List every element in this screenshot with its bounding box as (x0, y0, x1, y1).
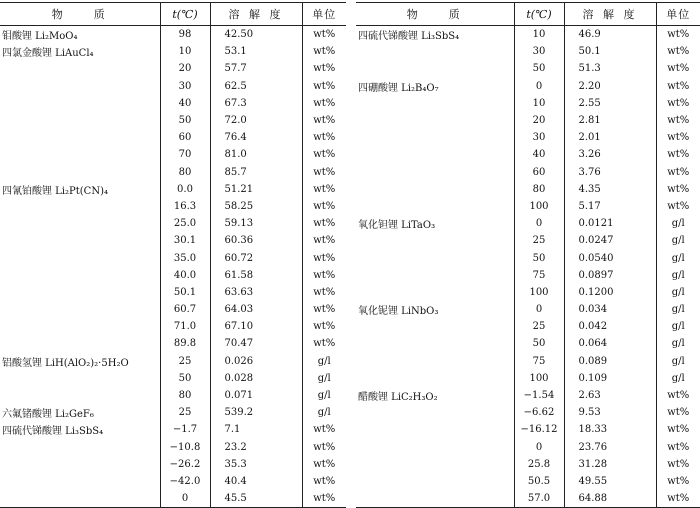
unit-cell: wt% (656, 181, 700, 198)
solubility-cell: 2.20 (564, 78, 656, 95)
table-row (356, 232, 700, 249)
unit-cell: wt% (302, 60, 346, 77)
solubility-cell: 60.72 (210, 249, 302, 266)
temperature-cell: 25.8 (514, 456, 564, 473)
table-row (0, 78, 346, 95)
table-row (0, 181, 346, 198)
temperature-cell: 50 (160, 112, 210, 129)
table-row (356, 370, 700, 387)
substance-cell (0, 129, 160, 146)
substance-cell (356, 267, 514, 284)
table-row (356, 318, 700, 335)
temperature-cell: 75 (514, 353, 564, 370)
table-row (0, 249, 346, 266)
solubility-cell: 0.042 (564, 318, 656, 335)
substance-cell: 四氯金酸锂 LiAuCl₄ (2, 48, 94, 60)
substance-cell: 铝酸氢锂 LiH(AlO₂)₂·5H₂O (2, 357, 129, 369)
substance-cell (0, 112, 160, 129)
unit-cell: wt% (302, 267, 346, 284)
substance-cell (356, 404, 514, 421)
unit-cell: g/l (656, 301, 700, 318)
substance-cell (0, 249, 160, 266)
solubility-cell: 0.109 (564, 370, 656, 387)
temperature-cell: 50 (514, 335, 564, 352)
temperature-cell: 70 (160, 146, 210, 163)
unit-cell: wt% (656, 112, 700, 129)
substance-cell (356, 353, 514, 370)
unit-cell: wt% (656, 43, 700, 60)
solubility-cell: 49.55 (564, 473, 656, 490)
unit-cell: wt% (656, 456, 700, 473)
table-row (356, 95, 700, 112)
temperature-cell: 25 (160, 404, 210, 421)
table-row (0, 439, 346, 456)
unit-cell: wt% (656, 164, 700, 181)
substance-cell (356, 181, 514, 198)
unit-cell: wt% (656, 26, 700, 44)
header-row (356, 3, 700, 26)
unit-cell: wt% (302, 318, 346, 335)
unit-cell: wt% (302, 456, 346, 473)
substance-cell (0, 164, 160, 181)
solubility-cell: 67.3 (210, 95, 302, 112)
solubility-cell: 23.76 (564, 439, 656, 456)
temperature-cell: 0 (514, 215, 564, 232)
substance-cell (0, 335, 160, 352)
substance-cell (0, 301, 160, 318)
unit-cell: g/l (302, 370, 346, 387)
unit-cell: g/l (656, 318, 700, 335)
solubility-cell: 0.034 (564, 301, 656, 318)
substance-cell: 四硫代锑酸锂 Li₃SbS₄ (2, 426, 104, 438)
header-solubility: 溶 解 度 (210, 3, 302, 26)
unit-cell: g/l (656, 215, 700, 232)
solubility-cell: 53.1 (210, 43, 302, 60)
substance-cell: 六氟锗酸锂 Li₂GeF₆ (2, 409, 94, 421)
solubility-cell: 9.53 (564, 404, 656, 421)
table-row (356, 215, 700, 232)
unit-cell: wt% (302, 439, 346, 456)
temperature-cell: 40.0 (160, 267, 210, 284)
solubility-cell: 0.089 (564, 353, 656, 370)
temperature-cell: 60 (160, 129, 210, 146)
substance-cell (0, 370, 160, 387)
table-row (0, 95, 346, 112)
temperature-cell: 80 (160, 164, 210, 181)
solubility-cell: 70.47 (210, 335, 302, 352)
substance-cell (356, 164, 514, 181)
substance-cell: 四硫代锑酸锂 Li₃SbS₄ (358, 31, 460, 43)
temperature-cell: 80 (160, 387, 210, 404)
substance-cell (356, 318, 514, 335)
table-row (356, 284, 700, 301)
table-row (356, 439, 700, 456)
solubility-cell: 31.28 (564, 456, 656, 473)
table-row (356, 78, 700, 95)
substance-cell (0, 267, 160, 284)
solubility-cell: 72.0 (210, 112, 302, 129)
temperature-cell: 50 (514, 60, 564, 77)
unit-cell: wt% (302, 43, 346, 60)
unit-cell: wt% (656, 421, 700, 438)
temperature-cell: 40 (160, 95, 210, 112)
table-row (0, 387, 346, 404)
solubility-cell: 0.028 (210, 370, 302, 387)
unit-cell: wt% (302, 335, 346, 352)
temperature-cell: 25 (160, 353, 210, 370)
unit-cell: wt% (302, 129, 346, 146)
solubility-cell: 0.071 (210, 387, 302, 404)
substance-cell (0, 456, 160, 473)
solubility-cell: 58.25 (210, 198, 302, 215)
table-row (356, 146, 700, 163)
unit-cell: wt% (302, 26, 346, 44)
table-row (0, 26, 346, 44)
temperature-cell: 20 (514, 112, 564, 129)
substance-cell: 氧化铌锂 LiNbO₃ (358, 306, 439, 318)
temperature-cell: 35.0 (160, 249, 210, 266)
unit-cell: wt% (302, 112, 346, 129)
unit-cell: g/l (656, 353, 700, 370)
substance-cell (0, 215, 160, 232)
temperature-cell: −42.0 (160, 473, 210, 490)
temperature-cell: −26.2 (160, 456, 210, 473)
solubility-cell: 0.0121 (564, 215, 656, 232)
substance-cell (356, 456, 514, 473)
table-row (0, 146, 346, 163)
substance-cell (356, 43, 514, 60)
temperature-cell: 50 (160, 370, 210, 387)
temperature-cell: 40 (514, 146, 564, 163)
substance-cell (356, 490, 514, 508)
solubility-cell: 42.50 (210, 26, 302, 44)
header-unit: 单位 (656, 3, 700, 26)
temperature-cell: 10 (160, 43, 210, 60)
substance-cell: 四硼酸锂 Li₂B₄O₇ (358, 82, 439, 94)
table-row (356, 181, 700, 198)
table-row (0, 60, 346, 77)
unit-cell: wt% (302, 164, 346, 181)
unit-cell: wt% (656, 146, 700, 163)
unit-cell: wt% (302, 146, 346, 163)
unit-cell: g/l (656, 335, 700, 352)
solubility-cell: 50.1 (564, 43, 656, 60)
solubility-cell: 0.0247 (564, 232, 656, 249)
solubility-cell: 0.0540 (564, 249, 656, 266)
solubility-cell: 2.81 (564, 112, 656, 129)
temperature-cell: 100 (514, 370, 564, 387)
unit-cell: g/l (302, 353, 346, 370)
substance-cell (356, 232, 514, 249)
unit-cell: g/l (302, 387, 346, 404)
temperature-cell: −6.62 (514, 404, 564, 421)
substance-cell (356, 370, 514, 387)
substance-cell (0, 95, 160, 112)
substance-cell (356, 249, 514, 266)
temperature-cell: 0 (514, 439, 564, 456)
solubility-cell: 2.01 (564, 129, 656, 146)
unit-cell: g/l (656, 267, 700, 284)
unit-cell: wt% (302, 249, 346, 266)
table-row (356, 421, 700, 438)
solubility-cell: 0.0897 (564, 267, 656, 284)
table-row (0, 129, 346, 146)
table-row (356, 301, 700, 318)
unit-cell: wt% (656, 387, 700, 404)
solubility-cell: 63.63 (210, 284, 302, 301)
table-row (356, 198, 700, 215)
unit-cell: wt% (656, 490, 700, 508)
header-row (0, 3, 346, 26)
table-row (356, 43, 700, 60)
unit-cell: wt% (656, 95, 700, 112)
table-row (0, 456, 346, 473)
table-row (356, 26, 700, 44)
unit-cell: wt% (656, 129, 700, 146)
substance-cell: 四氰铂酸锂 Li₂Pt(CN)₄ (2, 185, 108, 197)
substance-cell (0, 387, 160, 404)
substance-cell (356, 60, 514, 77)
unit-cell: wt% (302, 78, 346, 95)
table-row (356, 129, 700, 146)
unit-cell: wt% (302, 95, 346, 112)
temperature-cell: −10.8 (160, 439, 210, 456)
solubility-cell: 40.4 (210, 473, 302, 490)
header-temperature: t(℃) (514, 3, 564, 26)
table-row (356, 490, 700, 508)
table-row (0, 164, 346, 181)
solubility-cell: 18.33 (564, 421, 656, 438)
solubility-cell: 45.5 (210, 490, 302, 508)
solubility-cell: 64.88 (564, 490, 656, 508)
table-row (356, 164, 700, 181)
table-row (0, 284, 346, 301)
solubility-cell: 5.17 (564, 198, 656, 215)
temperature-cell: 50.1 (160, 284, 210, 301)
solubility-table-left (0, 2, 346, 508)
unit-cell: g/l (656, 370, 700, 387)
table-row (0, 421, 346, 438)
temperature-cell: 50.5 (514, 473, 564, 490)
substance-cell (356, 112, 514, 129)
table-row (0, 473, 346, 490)
solubility-cell: 3.26 (564, 146, 656, 163)
temperature-cell: 60 (514, 164, 564, 181)
temperature-cell: 71.0 (160, 318, 210, 335)
table-row (0, 301, 346, 318)
unit-cell: wt% (302, 181, 346, 198)
table-row (356, 387, 700, 404)
solubility-cell: 76.4 (210, 129, 302, 146)
substance-cell (356, 421, 514, 438)
solubility-cell: 0.064 (564, 335, 656, 352)
table-row (0, 318, 346, 335)
temperature-cell: 0 (514, 78, 564, 95)
temperature-cell: 10 (514, 26, 564, 44)
temperature-cell: 25 (514, 318, 564, 335)
table-row (356, 267, 700, 284)
table-row (0, 215, 346, 232)
solubility-cell: 64.03 (210, 301, 302, 318)
unit-cell: wt% (656, 198, 700, 215)
temperature-cell: 30.1 (160, 232, 210, 249)
unit-cell: g/l (656, 232, 700, 249)
solubility-cell: 3.76 (564, 164, 656, 181)
unit-cell: wt% (302, 198, 346, 215)
solubility-cell: 0.1200 (564, 284, 656, 301)
substance-cell (0, 490, 160, 508)
substance-cell (0, 232, 160, 249)
unit-cell: g/l (656, 249, 700, 266)
temperature-cell: −1.7 (160, 421, 210, 438)
substance-cell (356, 95, 514, 112)
table-row (356, 456, 700, 473)
temperature-cell: −16.12 (514, 421, 564, 438)
header-substance: 物 质 (0, 3, 160, 26)
substance-cell (0, 146, 160, 163)
table-row (0, 404, 346, 421)
solubility-cell: 23.2 (210, 439, 302, 456)
solubility-table-right (356, 2, 700, 508)
solubility-cell: 4.35 (564, 181, 656, 198)
substance-cell (0, 198, 160, 215)
solubility-cell: 67.10 (210, 318, 302, 335)
substance-cell (356, 129, 514, 146)
solubility-cell: 46.9 (564, 26, 656, 44)
substance-cell (0, 284, 160, 301)
solubility-cell: 35.3 (210, 456, 302, 473)
unit-cell: wt% (302, 473, 346, 490)
substance-cell (0, 439, 160, 456)
table-row (0, 232, 346, 249)
unit-cell: wt% (656, 473, 700, 490)
unit-cell: wt% (302, 284, 346, 301)
table-row (356, 404, 700, 421)
temperature-cell: 100 (514, 198, 564, 215)
table-row (356, 249, 700, 266)
unit-cell: wt% (302, 421, 346, 438)
table-row (356, 60, 700, 77)
table-row (0, 353, 346, 370)
unit-cell: wt% (302, 301, 346, 318)
unit-cell: wt% (656, 60, 700, 77)
substance-cell (356, 473, 514, 490)
substance-cell: 钼酸锂 Li₂MoO₄ (2, 31, 78, 43)
table-row (0, 490, 346, 508)
substance-cell (0, 318, 160, 335)
substance-cell: 氧化钽锂 LiTaO₃ (358, 220, 436, 232)
temperature-cell: 98 (160, 26, 210, 44)
solubility-cell: 2.55 (564, 95, 656, 112)
table-row (0, 370, 346, 387)
solubility-cell: 59.13 (210, 215, 302, 232)
solubility-cell: 51.3 (564, 60, 656, 77)
table-row (356, 473, 700, 490)
unit-cell: wt% (656, 78, 700, 95)
unit-cell: g/l (302, 404, 346, 421)
header-substance: 物 质 (356, 3, 514, 26)
solubility-cell: 60.36 (210, 232, 302, 249)
table-row (0, 43, 346, 60)
substance-cell (356, 284, 514, 301)
temperature-cell: 30 (514, 43, 564, 60)
solubility-cell: 539.2 (210, 404, 302, 421)
header-unit: 单位 (302, 3, 346, 26)
table-row (0, 112, 346, 129)
table-row (356, 112, 700, 129)
solubility-cell: 85.7 (210, 164, 302, 181)
substance-cell (356, 439, 514, 456)
unit-cell: wt% (302, 490, 346, 508)
solubility-cell: 61.58 (210, 267, 302, 284)
solubility-cell: 2.63 (564, 387, 656, 404)
header-temperature: t(℃) (160, 3, 210, 26)
unit-cell: wt% (656, 439, 700, 456)
unit-cell: wt% (302, 215, 346, 232)
temperature-cell: 30 (514, 129, 564, 146)
substance-cell (356, 198, 514, 215)
temperature-cell: 60.7 (160, 301, 210, 318)
temperature-cell: −1.54 (514, 387, 564, 404)
solubility-cell: 81.0 (210, 146, 302, 163)
solubility-cell: 57.7 (210, 60, 302, 77)
temperature-cell: 25 (514, 232, 564, 249)
temperature-cell: 25.0 (160, 215, 210, 232)
temperature-cell: 0.0 (160, 181, 210, 198)
temperature-cell: 57.0 (514, 490, 564, 508)
table-row (0, 198, 346, 215)
unit-cell: wt% (302, 232, 346, 249)
temperature-cell: 75 (514, 267, 564, 284)
substance-cell (0, 473, 160, 490)
table-row (356, 353, 700, 370)
solubility-cell: 62.5 (210, 78, 302, 95)
substance-cell (0, 60, 160, 77)
table-row (0, 267, 346, 284)
header-solubility: 溶 解 度 (564, 3, 656, 26)
unit-cell: wt% (656, 404, 700, 421)
solubility-cell: 51.21 (210, 181, 302, 198)
temperature-cell: 80 (514, 181, 564, 198)
table-row (356, 335, 700, 352)
unit-cell: g/l (656, 284, 700, 301)
substance-cell (356, 146, 514, 163)
temperature-cell: 0 (514, 301, 564, 318)
temperature-cell: 89.8 (160, 335, 210, 352)
substance-cell (356, 335, 514, 352)
solubility-cell: 7.1 (210, 421, 302, 438)
temperature-cell: 30 (160, 78, 210, 95)
temperature-cell: 16.3 (160, 198, 210, 215)
table-row (0, 335, 346, 352)
temperature-cell: 0 (160, 490, 210, 508)
temperature-cell: 20 (160, 60, 210, 77)
temperature-cell: 10 (514, 95, 564, 112)
temperature-cell: 50 (514, 249, 564, 266)
substance-cell (0, 78, 160, 95)
solubility-cell: 0.026 (210, 353, 302, 370)
substance-cell: 醋酸锂 LiC₂H₃O₂ (358, 392, 438, 404)
temperature-cell: 100 (514, 284, 564, 301)
